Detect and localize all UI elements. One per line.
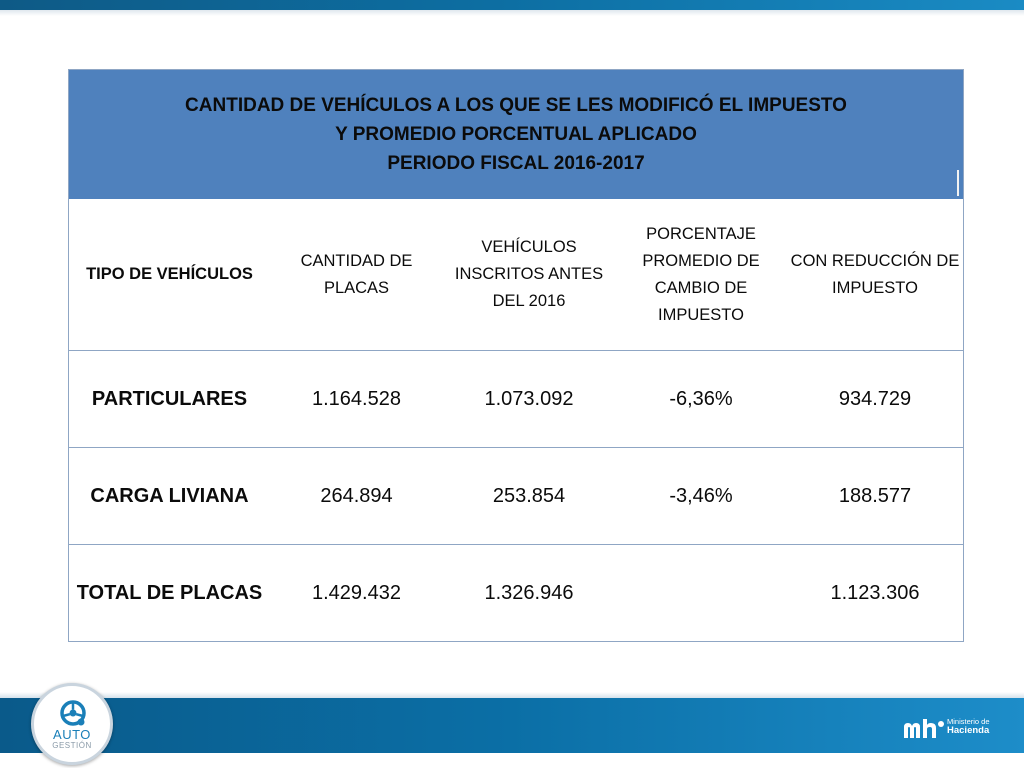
table-title bbox=[69, 70, 963, 199]
footer-strip bbox=[0, 753, 1024, 768]
row-tipo: TOTAL DE PLACAS bbox=[76, 581, 263, 604]
table-row bbox=[69, 351, 963, 448]
top-bar-shadow bbox=[0, 10, 1024, 16]
title-divider-mark bbox=[957, 170, 959, 196]
logo-auto-text: AUTO bbox=[53, 727, 91, 742]
header-porcentaje: PORCENTAJE PROMEDIO DE CAMBIO DE IMPUESTO bbox=[642, 224, 760, 324]
row-placas: 264.894 bbox=[320, 484, 393, 507]
title-line-2: Y PROMEDIO PORCENTUAL APLICADO bbox=[335, 124, 697, 145]
header-placas: CANTIDAD DE PLACAS bbox=[300, 251, 413, 297]
top-accent-bar bbox=[0, 0, 1024, 10]
title-line-3: PERIODO FISCAL 2016-2017 bbox=[387, 153, 645, 174]
row-placas: 1.429.432 bbox=[312, 581, 401, 604]
row-reduccion: 1.123.306 bbox=[830, 581, 920, 604]
header-antes: VEHÍCULOS INSCRITOS ANTES DEL 2016 bbox=[454, 238, 604, 310]
mh-logo-text bbox=[947, 717, 990, 735]
table-row bbox=[69, 448, 963, 545]
row-reduccion: 188.577 bbox=[838, 484, 912, 507]
table-row-total bbox=[69, 545, 963, 641]
autogestion-logo bbox=[31, 683, 113, 765]
row-antes: 253.854 bbox=[492, 484, 566, 507]
row-porcentaje: -6,36% bbox=[669, 387, 733, 410]
row-placas: 1.164.528 bbox=[312, 387, 401, 410]
row-porcentaje: -3,46% bbox=[669, 484, 733, 507]
row-antes: 1.073.092 bbox=[484, 387, 574, 410]
footer-band bbox=[0, 698, 1024, 753]
row-tipo: PARTICULARES bbox=[91, 387, 248, 410]
row-reduccion: 934.729 bbox=[838, 387, 912, 410]
ministerio-hacienda-logo bbox=[903, 714, 993, 742]
row-porcentaje bbox=[615, 545, 787, 641]
mh-logo-line-2: Hacienda bbox=[947, 725, 990, 736]
vehicle-tax-table bbox=[68, 69, 964, 642]
row-tipo: CARGA LIVIANA bbox=[90, 484, 249, 507]
steering-wheel-icon bbox=[58, 698, 88, 728]
table-header-row bbox=[69, 199, 963, 351]
header-reduccion: CON REDUCCIÓN DE IMPUESTO bbox=[790, 251, 960, 297]
row-antes: 1.326.946 bbox=[484, 581, 574, 604]
title-line-1: CANTIDAD DE VEHÍCULOS A LOS QUE SE LES MODIFICÓ EL IMPUESTO bbox=[185, 95, 847, 116]
mh-logo-mark-icon bbox=[903, 718, 947, 740]
mh-logo-line-1: Ministerio de bbox=[947, 717, 990, 726]
header-tipo: TIPO DE VEHÍCULOS bbox=[86, 265, 253, 283]
logo-gestion-text: GESTIÓN bbox=[52, 741, 92, 750]
